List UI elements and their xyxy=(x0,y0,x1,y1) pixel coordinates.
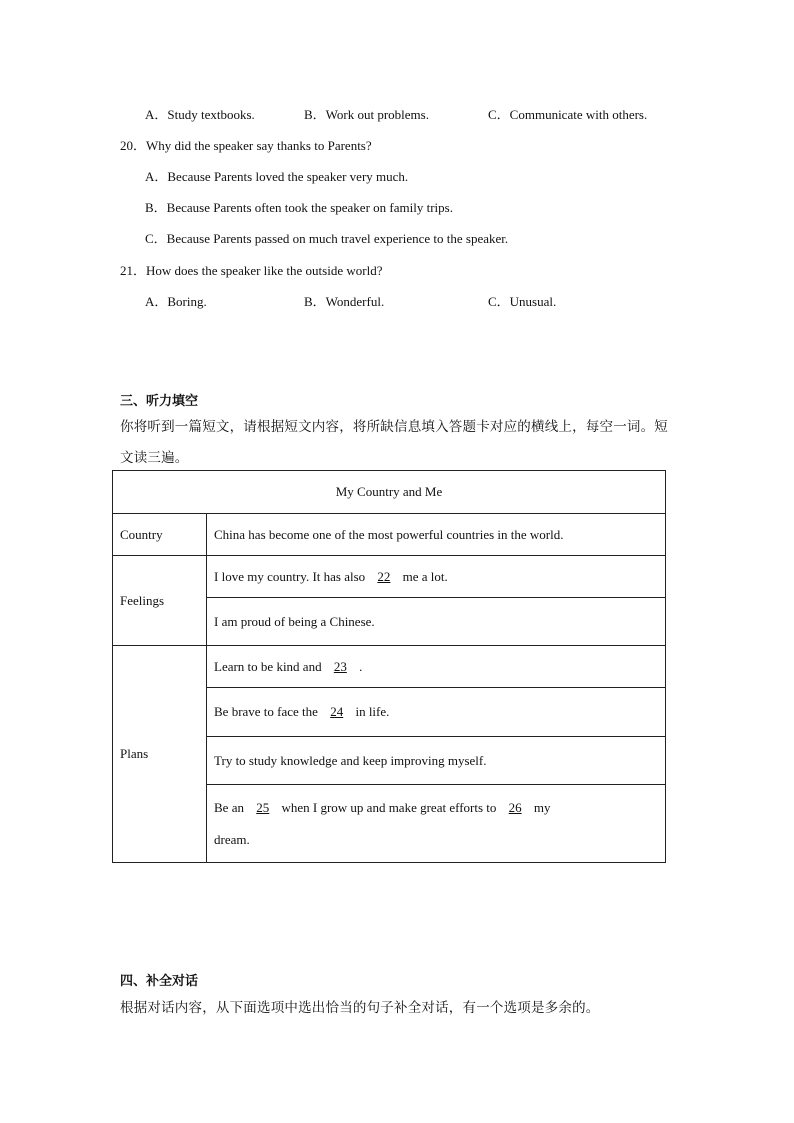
section4-instruction: 根据对话内容，从下面选项中选出恰当的句子补全对话，有一个选项是多余的。 xyxy=(120,1000,600,1016)
table-row-feelings-1 xyxy=(113,556,666,598)
plans-2-post: in life. xyxy=(355,704,390,719)
section3-instruction-line1: 你将听到一篇短文，请根据短文内容，将所缺信息填入答题卡对应的横线上，每空一词。短 xyxy=(120,419,668,435)
q21-stem: 21．How does the speaker like the outside world? xyxy=(120,263,383,278)
plans-4-pre: Be an xyxy=(214,799,244,815)
plans-1-post: . xyxy=(359,658,363,674)
plans-2-pre: Be brave to face the xyxy=(214,704,318,719)
q19-option-a: A．Study textbooks. xyxy=(145,107,255,122)
feelings-sentence-2: I am proud of being a Chinese. xyxy=(207,598,666,646)
q19-option-c: C．Communicate with others. xyxy=(488,107,648,122)
plans-sentence-3: Try to study knowledge and keep improving myself. xyxy=(207,737,666,785)
blank-23: 23 xyxy=(333,658,347,674)
section4-heading: 四、补全对话 xyxy=(120,974,199,989)
listening-fill-table xyxy=(112,470,666,863)
q21-option-c: C．Unusual. xyxy=(488,294,557,309)
row-label-plans: Plans xyxy=(113,646,207,863)
plans-sentence-1 xyxy=(207,646,666,688)
plans-sentence-4 xyxy=(207,785,666,863)
q20-option-b: B．Because Parents often took the speaker on family trips. xyxy=(145,200,453,215)
feelings-sentence-1 xyxy=(207,556,666,598)
country-text: China has become one of the most powerful countries in the world. xyxy=(207,514,666,556)
q20-stem: 20．Why did the speaker say thanks to Parents? xyxy=(120,138,372,153)
blank-25: 25 xyxy=(256,799,270,815)
table-title: My Country and Me xyxy=(113,471,666,514)
plans-1-pre: Learn to be kind and xyxy=(214,658,322,674)
section3-instruction-line2: 文读三遍。 xyxy=(120,450,189,466)
q20-option-a: A．Because Parents loved the speaker very much. xyxy=(145,169,409,184)
section3-heading: 三、听力填空 xyxy=(120,394,199,409)
table-row-country xyxy=(113,514,666,556)
plans-4-post: my xyxy=(533,799,551,815)
blank-24: 24 xyxy=(330,704,344,719)
feelings-1-pre: I love my country. It has also xyxy=(214,568,366,584)
q20-option-c: C．Because Parents passed on much travel experience to the speaker. xyxy=(145,231,509,246)
plans-sentence-2 xyxy=(207,688,666,737)
q21-option-b: B．Wonderful. xyxy=(304,294,385,309)
blank-26: 26 xyxy=(508,799,522,815)
feelings-1-post: me a lot. xyxy=(402,568,448,584)
table-row-plans-1 xyxy=(113,646,666,688)
plans-4-mid: when I grow up and make great efforts to xyxy=(281,799,497,815)
row-label-feelings: Feelings xyxy=(113,556,207,646)
row-label-country: Country xyxy=(113,514,207,556)
table-title-row xyxy=(113,471,666,514)
q19-option-b: B．Work out problems. xyxy=(304,107,429,122)
plans-4-line2: dream. xyxy=(214,831,250,847)
q21-option-a: A．Boring. xyxy=(145,294,207,309)
blank-22: 22 xyxy=(377,568,391,584)
